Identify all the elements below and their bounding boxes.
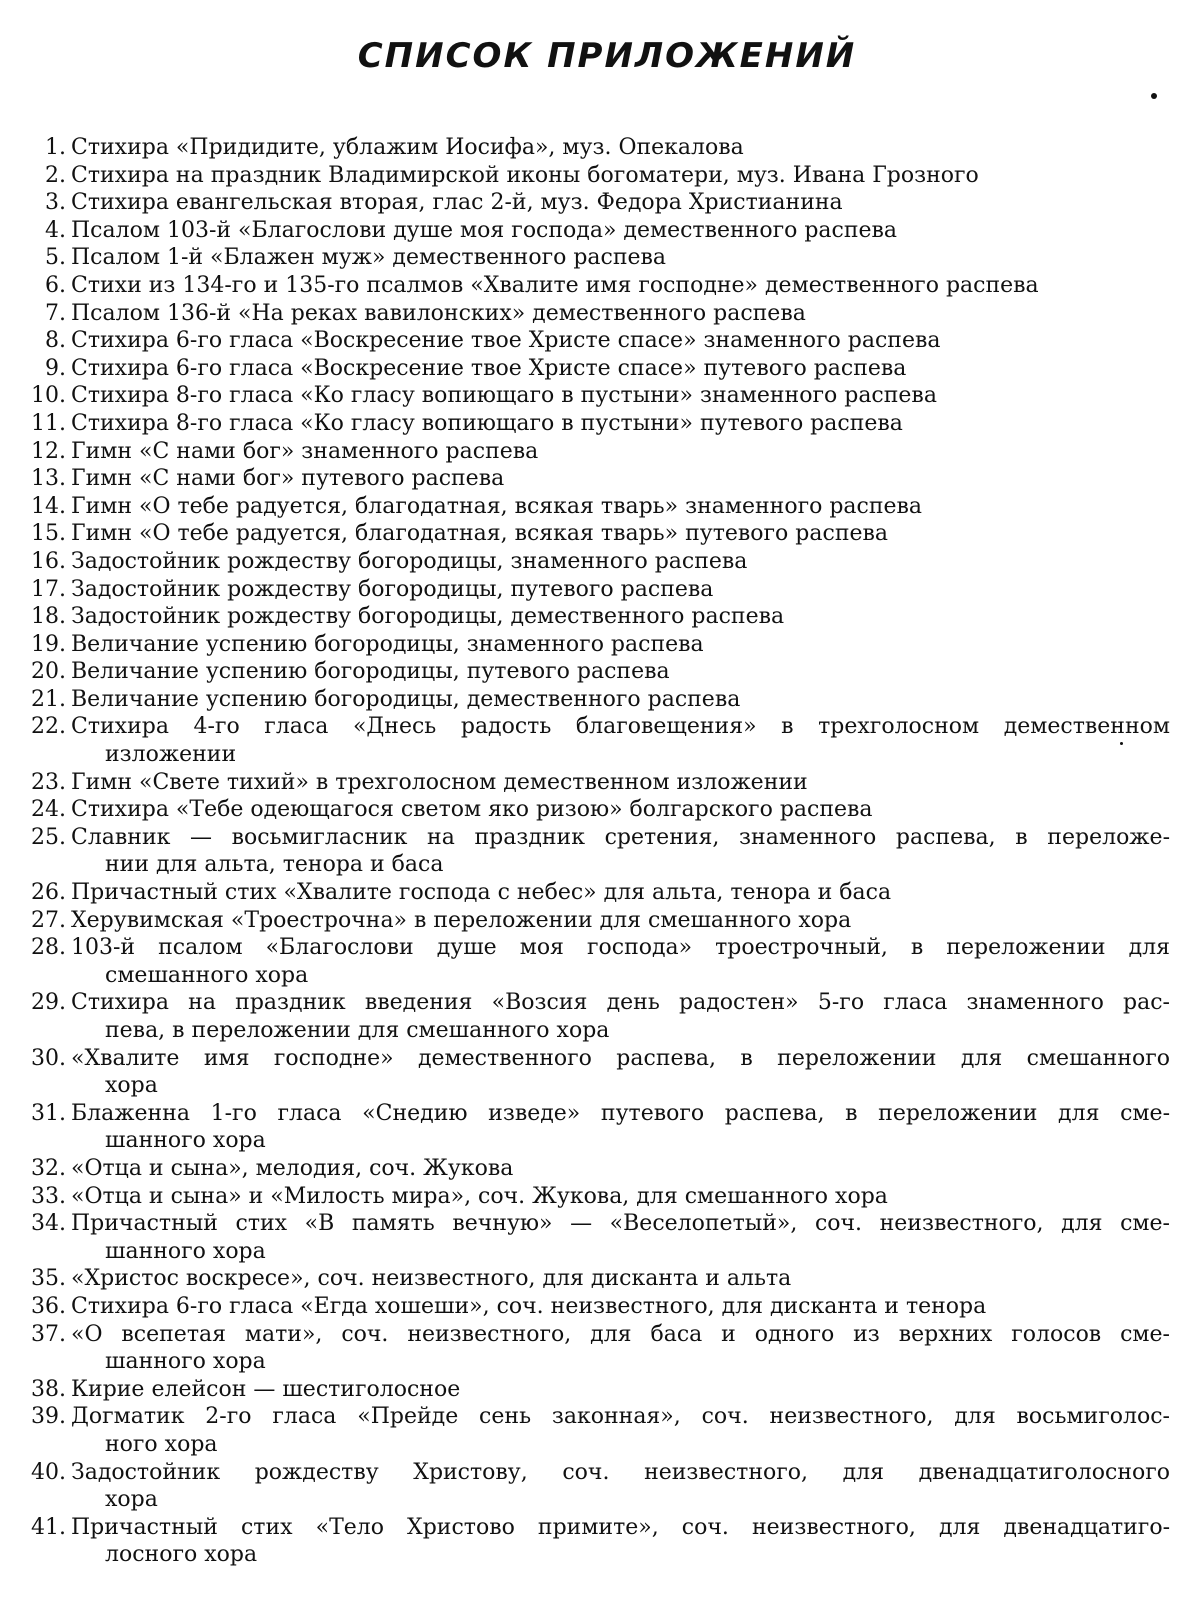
item-number: 20.	[31, 659, 66, 685]
list-item	[14, 769, 1170, 797]
item-text: Величание успению богородицы, знаменного распева	[71, 631, 704, 657]
item-text-block	[71, 134, 1170, 162]
item-text: Стихира «Тебе одеющагося светом яко ризою» болгарского распева	[71, 797, 873, 823]
list-item	[14, 1100, 1170, 1155]
item-text: Псалом 1-й «Блажен муж» демественного распева	[71, 245, 667, 271]
item-text: Гимн «С нами бог» знаменного распева	[71, 438, 539, 464]
list-item	[14, 1459, 1170, 1514]
item-text: Задостойник рождеству богородицы, демественного распева	[71, 604, 785, 630]
item-number: 32.	[31, 1155, 66, 1181]
item-number: 28.	[31, 935, 66, 961]
item-text-block	[71, 1100, 1170, 1155]
list-item	[14, 355, 1170, 383]
item-number: 7.	[45, 300, 66, 326]
item-text: Херувимская «Троестрочна» в переложении для смешанного хора	[71, 907, 852, 933]
list-item	[14, 1265, 1170, 1293]
item-number: 24.	[31, 797, 66, 823]
item-text: Причастный стих «Тело Христово примите», соч. неизвестного, для двенадцатиго-	[71, 1514, 1170, 1540]
item-text-block	[71, 493, 1170, 521]
list-item	[14, 548, 1170, 576]
list-item	[14, 410, 1170, 438]
item-number: 10.	[31, 383, 66, 409]
list-item	[14, 1293, 1170, 1321]
item-text: Причастный стих «Хвалите господа с небес» для альта, тенора и баса	[71, 880, 892, 906]
list-item	[14, 603, 1170, 631]
item-text: Величание успению богородицы, путевого распева	[71, 659, 670, 685]
item-text-block	[71, 382, 1170, 410]
item-text-block	[71, 520, 1170, 548]
item-text-block	[71, 713, 1170, 768]
list-item	[14, 1376, 1170, 1404]
list-item	[14, 713, 1170, 768]
item-text-block	[71, 1403, 1170, 1458]
item-number: 4.	[45, 217, 66, 243]
item-text-block	[71, 907, 1170, 935]
item-number: 6.	[45, 272, 66, 298]
item-number: 41.	[31, 1514, 66, 1540]
page-title: СПИСОК ПРИЛОЖЕНИЙ	[357, 36, 857, 76]
item-text-block	[71, 769, 1170, 797]
item-text: Стихи из 134-го и 135-го псалмов «Хвалите имя господне» демественного распева	[71, 272, 1039, 298]
item-text: Величание успению богородицы, демественного распева	[71, 686, 741, 712]
item-number: 14.	[31, 493, 66, 519]
item-text: Стихира 8-го гласа «Ко гласу вопиющаго в пустыни» путевого распева	[71, 410, 903, 436]
list-item	[14, 934, 1170, 989]
list-item	[14, 631, 1170, 659]
list-item	[14, 520, 1170, 548]
item-text-block	[71, 438, 1170, 466]
list-item	[14, 1321, 1170, 1376]
item-number: 18.	[31, 604, 66, 630]
item-number: 16.	[31, 548, 66, 574]
item-text-block	[71, 824, 1170, 879]
item-text: Задостойник рождеству богородицы, путевого распева	[71, 576, 714, 602]
list-item	[14, 189, 1170, 217]
list-item	[14, 1403, 1170, 1458]
item-text-continuation: шанного хора	[105, 1128, 266, 1154]
item-text: Кирие елейсон — шестиголосное	[71, 1376, 461, 1402]
list-item	[14, 879, 1170, 907]
item-text-block	[71, 576, 1170, 604]
list-item	[14, 382, 1170, 410]
list-item	[14, 576, 1170, 604]
item-number: 5.	[45, 245, 66, 271]
item-text-continuation: шанного хора	[105, 1238, 266, 1264]
list-item	[14, 493, 1170, 521]
item-number: 8.	[45, 328, 66, 354]
list-item	[14, 907, 1170, 935]
item-text: Стихира «Придидите, ублажим Иосифа», муз. Опекалова	[71, 135, 744, 160]
item-text-block	[71, 879, 1170, 907]
item-text-block	[71, 686, 1170, 714]
item-text: «О всепетая мати», соч. неизвестного, для баса и одного из верхних голосов сме-	[71, 1321, 1170, 1347]
item-text-continuation: хора	[105, 1073, 158, 1099]
item-text: «Христос воскресе», соч. неизвестного, для дисканта и альта	[71, 1266, 792, 1292]
item-text-block	[71, 1514, 1170, 1569]
item-text-continuation: нии для альта, тенора и баса	[105, 852, 444, 878]
item-number: 23.	[31, 769, 66, 795]
item-text: «Отца и сына», мелодия, соч. Жукова	[71, 1155, 514, 1181]
item-text: Гимн «О тебе радуется, благодатная, всякая тварь» знаменного распева	[71, 493, 923, 519]
item-text-block	[71, 1376, 1170, 1404]
item-text-block	[71, 327, 1170, 355]
item-text-block	[71, 1293, 1170, 1321]
list-item	[14, 327, 1170, 355]
item-text: Причастный стих «В память вечную» — «Веселопетый», соч. неизвестного, для сме-	[71, 1211, 1170, 1237]
item-text-continuation: шанного хора	[105, 1349, 266, 1375]
item-text: 103-й псалом «Благослови душе моя господа» троестрочный, в переложении для	[71, 935, 1170, 961]
appendix-list	[14, 134, 1170, 1569]
item-text-continuation: пева, в переложении для смешанного хора	[105, 1018, 610, 1043]
item-text-continuation: лосного хора	[105, 1542, 258, 1568]
item-number: 36.	[31, 1293, 66, 1319]
list-item	[14, 465, 1170, 493]
item-number: 33.	[31, 1183, 66, 1209]
list-item	[14, 1155, 1170, 1183]
item-number: 31.	[31, 1100, 66, 1126]
item-text-block	[71, 603, 1170, 631]
item-text: «Хвалите имя господне» демественного распева, в переложении для смешанного	[71, 1045, 1170, 1071]
list-item	[14, 989, 1170, 1044]
item-number: 27.	[31, 907, 66, 933]
item-text-continuation: смешанного хора	[105, 962, 309, 988]
list-item	[14, 824, 1170, 879]
item-number: 1.	[45, 135, 66, 160]
list-item	[14, 1045, 1170, 1100]
item-text-continuation: хора	[105, 1487, 158, 1513]
item-text: Стихира евангельская вторая, глас 2-й, муз. Федора Христианина	[71, 190, 843, 216]
list-item	[14, 658, 1170, 686]
ink-speck	[1151, 93, 1157, 99]
list-item	[14, 300, 1170, 328]
item-text-block	[71, 272, 1170, 300]
item-text: Гимн «С нами бог» путевого распева	[71, 466, 505, 492]
item-text-block	[71, 934, 1170, 989]
item-text: Задостойник рождеству Христову, соч. неизвестного, для двенадцатиголосного	[71, 1459, 1170, 1485]
item-text-block	[71, 1155, 1170, 1183]
item-text: Догматик 2-го гласа «Прейде сень законная», соч. неизвестного, для восьмиголос-	[71, 1404, 1170, 1430]
item-text: Стихира на праздник Владимирской иконы богоматери, муз. Ивана Грозного	[71, 162, 979, 188]
item-text-block	[71, 300, 1170, 328]
item-text-block	[71, 1321, 1170, 1376]
item-text: Блаженна 1-го гласа «Снедию изведе» путевого распева, в переложении для сме-	[71, 1100, 1170, 1126]
item-number: 30.	[31, 1045, 66, 1071]
item-text: Стихира на праздник введения «Возсия день радостен» 5-го гласа знаменного рас-	[71, 990, 1170, 1016]
item-text: Стихира 6-го гласа «Егда хошеши», соч. неизвестного, для дисканта и тенора	[71, 1293, 987, 1319]
item-number: 25.	[31, 824, 66, 850]
item-text-block	[71, 989, 1170, 1044]
list-item	[14, 1210, 1170, 1265]
item-number: 13.	[31, 466, 66, 492]
item-number: 38.	[31, 1376, 66, 1402]
item-text: Стихира 6-го гласа «Воскресение твое Христе спасе» знаменного распева	[71, 328, 941, 354]
item-number: 11.	[31, 410, 66, 436]
item-number: 39.	[31, 1404, 66, 1430]
item-text: Гимн «О тебе радуется, благодатная, всякая тварь» путевого распева	[71, 521, 888, 547]
item-text-block	[71, 796, 1170, 824]
item-text: Псалом 103-й «Благослови душе моя господа» демественного распева	[71, 217, 898, 243]
item-number: 12.	[31, 438, 66, 464]
item-text: Гимн «Свете тихий» в трехголосном демественном изложении	[71, 769, 808, 795]
item-text-continuation: ного хора	[105, 1431, 218, 1457]
item-text: Задостойник рождеству богородицы, знаменного распева	[71, 548, 748, 574]
item-number: 26.	[31, 880, 66, 906]
list-item	[14, 162, 1170, 190]
item-text-block	[71, 465, 1170, 493]
item-text-block	[71, 217, 1170, 245]
list-item	[14, 796, 1170, 824]
item-text: Стихира 4-го гласа «Днесь радость благовещения» в трехголосном демественном	[71, 714, 1170, 740]
item-number: 9.	[45, 355, 66, 381]
item-text: Псалом 136-й «На реках вавилонских» демественного распева	[71, 300, 806, 326]
item-number: 15.	[31, 521, 66, 547]
item-text-block	[71, 548, 1170, 576]
list-item	[14, 217, 1170, 245]
item-number: 17.	[31, 576, 66, 602]
item-text: «Отца и сына» и «Милость мира», соч. Жукова, для смешанного хора	[71, 1183, 888, 1209]
item-text: Стихира 6-го гласа «Воскресение твое Христе спасе» путевого распева	[71, 355, 907, 381]
list-item	[14, 438, 1170, 466]
item-text-block	[71, 410, 1170, 438]
item-text-block	[71, 1265, 1170, 1293]
item-number: 21.	[31, 686, 66, 712]
item-text-block	[71, 1045, 1170, 1100]
list-item	[14, 1514, 1170, 1569]
item-number: 35.	[31, 1266, 66, 1292]
item-number: 19.	[31, 631, 66, 657]
item-number: 37.	[31, 1321, 66, 1347]
list-item	[14, 272, 1170, 300]
item-text-continuation: изложении	[105, 742, 237, 768]
list-item	[14, 1183, 1170, 1211]
item-number: 34.	[31, 1211, 66, 1237]
list-item	[14, 134, 1170, 162]
item-text: Стихира 8-го гласа «Ко гласу вопиющаго в пустыни» знаменного распева	[71, 383, 937, 409]
item-number: 2.	[45, 162, 66, 188]
item-text-block	[71, 189, 1170, 217]
item-text: Славник — восьмигласник на праздник сретения, знаменного распева, в переложе-	[71, 824, 1170, 850]
list-item	[14, 686, 1170, 714]
item-number: 3.	[45, 190, 66, 216]
item-number: 22.	[31, 714, 66, 740]
item-number: 29.	[31, 990, 66, 1016]
ink-speck	[1120, 742, 1123, 745]
item-text-block	[71, 244, 1170, 272]
item-text-block	[71, 658, 1170, 686]
item-text-block	[71, 1459, 1170, 1514]
item-text-block	[71, 1183, 1170, 1211]
item-text-block	[71, 162, 1170, 190]
item-text-block	[71, 1210, 1170, 1265]
item-text-block	[71, 355, 1170, 383]
list-item	[14, 244, 1170, 272]
item-number: 40.	[31, 1459, 66, 1485]
item-text-block	[71, 631, 1170, 659]
